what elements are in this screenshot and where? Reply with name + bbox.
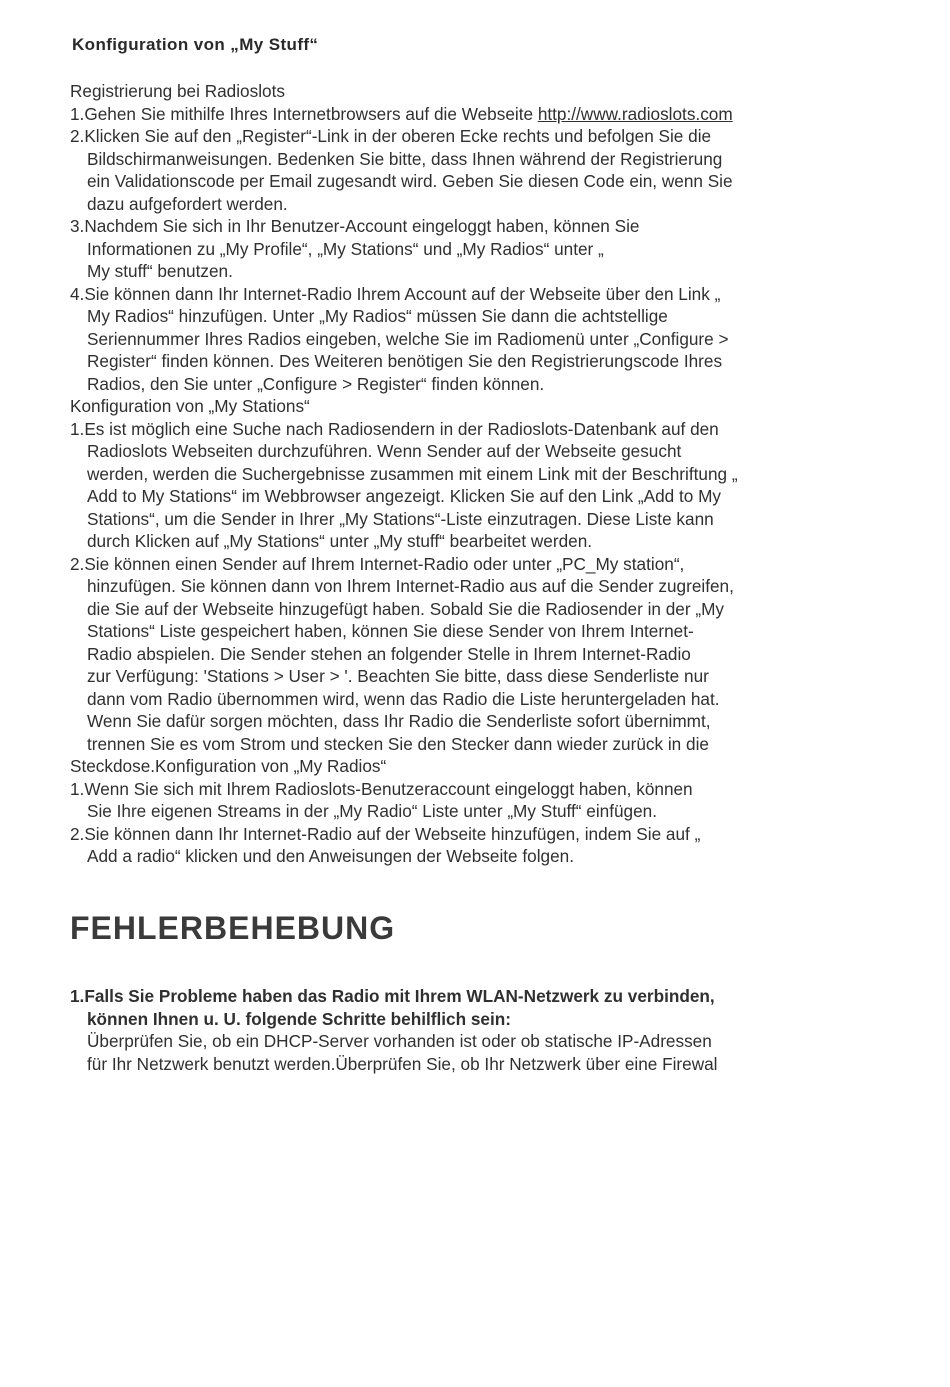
text-line: Überprüfen Sie, ob ein DHCP-Server vorhanden ist oder ob statische IP-Adressen [87,1031,712,1051]
text-line: 1.Wenn Sie sich mit Ihrem Radioslots-Benutzeraccount eingeloggt haben, können [70,778,693,799]
registration-heading: Registrierung bei Radioslots [70,81,285,101]
configuration-body [70,80,890,868]
text-line: die Sie auf der Webseite hinzugefügt haben. Sobald Sie die Radiosender in der „My [87,598,724,619]
text-line: Bildschirmanweisungen. Bedenken Sie bitte, dass Ihnen während der Registrierung [87,148,723,169]
stations-step-2 [70,553,890,756]
text-line: 4.Sie können dann Ihr Internet-Radio Ihrem Account auf der Webseite über den Link „ [70,283,721,304]
section-title: Konfiguration von „My Stuff“ [72,35,319,54]
text-line: Stations“, um die Sender in Ihrer „My Stations“-Liste einzutragen. Diese Liste kann [87,508,714,529]
radioslots-link[interactable]: http://www.radioslots.com [537,103,733,124]
text-line: durch Klicken auf „My Stations“ unter „My stuff“ bearbeitet werden. [87,531,593,551]
text-line: dann vom Radio übernommen wird, wenn das Radio die Liste heruntergeladen hat. [87,688,720,709]
text-line: Radioslots Webseiten durchzuführen. Wenn Sender auf der Webseite gesucht [87,441,682,461]
text-line: My Radios“ hinzufügen. Unter „My Radios“ müssen Sie dann die achtstellige [87,306,668,326]
text-line: Radio abspielen. Die Sender stehen an folgender Stelle in Ihrem Internet-Radio [87,643,691,664]
text-line: 2.Sie können dann Ihr Internet-Radio auf der Webseite hinzufügen, indem Sie auf „ [70,823,701,844]
registration-step-3 [70,215,890,283]
text-line: hinzufügen. Sie können dann von Ihrem Internet-Radio aus auf die Sender zugreifen, [87,576,734,596]
registration-step-1 [70,103,890,126]
text-line: 2.Sie können einen Sender auf Ihrem Internet-Radio oder unter „PC_My station“, [70,553,685,574]
text-line: 1.Es ist möglich eine Suche nach Radiosendern in der Radioslots-Datenbank auf den [70,418,719,439]
text-line: Add a radio“ klicken und den Anweisungen der Webseite folgen. [87,846,574,866]
radios-heading-line: Steckdose.Konfiguration von „My Radios“ [70,756,387,776]
text-line: werden, werden die Suchergebnisse zusammen mit einem Link mit der Beschriftung „ [87,463,738,484]
text-line: Stations“ Liste gespeichert haben, können Sie diese Sender von Ihrem Internet- [87,621,694,641]
text-line: Informationen zu „My Profile“, „My Stations“ und „My Radios“ unter „ [87,238,604,259]
stations-step-1 [70,418,890,553]
troubleshooting-heading: FEHLERBEHEBUNG [70,910,396,946]
text-line: trennen Sie es vom Strom und stecken Sie den Stecker dann wieder zurück in die [87,733,709,754]
radios-step-2 [70,823,890,868]
text-line: Register“ finden können. Des Weiteren benötigen Sie den Registrierungscode Ihres [87,351,723,371]
text-line: 2.Klicken Sie auf den „Register“-Link in der oberen Ecke rechts und befolgen Sie die [70,126,712,146]
text-line: für Ihr Netzwerk benutzt werden.Überprüfen Sie, ob Ihr Netzwerk über eine Firewal [87,1053,718,1074]
text-line: 1.Falls Sie Probleme haben das Radio mit Ihrem WLAN-Netzwerk zu verbinden, [70,986,715,1006]
text-line: Radios, den Sie unter „Configure > Register“ finden können. [87,373,545,394]
registration-step-4 [70,283,890,396]
troubleshooting-body [70,985,890,1075]
registration-step-2 [70,125,890,215]
registration-step-1-text: 1.Gehen Sie mithilfe Ihres Internetbrowsers auf die Webseite [70,103,538,124]
text-line: können Ihnen u. U. folgende Schritte behilflich sein: [87,1008,511,1029]
stations-heading: Konfiguration von „My Stations“ [70,396,310,416]
text-line: Add to My Stations“ im Webbrowser angezeigt. Klicken Sie auf den Link „Add to My [87,486,722,506]
text-line: Seriennummer Ihres Radios eingeben, welche Sie im Radiomenü unter „Configure > [87,328,729,349]
text-line: Wenn Sie dafür sorgen möchten, dass Ihr Radio die Senderliste sofort übernimmt, [87,711,711,731]
text-line: zur Verfügung: 'Stations > User > '. Beachten Sie bitte, dass diese Senderliste nur [87,666,709,686]
radios-step-1 [70,778,890,823]
text-line: My stuff“ benutzen. [87,261,233,281]
text-line: Sie Ihre eigenen Streams in der „My Radio“ Liste unter „My Stuff“ einfügen. [87,801,658,821]
text-line: dazu aufgefordert werden. [87,193,288,214]
text-line: ein Validationscode per Email zugesandt wird. Geben Sie diesen Code ein, wenn Sie [87,171,733,191]
text-line: 3.Nachdem Sie sich in Ihr Benutzer-Account eingeloggt haben, können Sie [70,216,640,236]
